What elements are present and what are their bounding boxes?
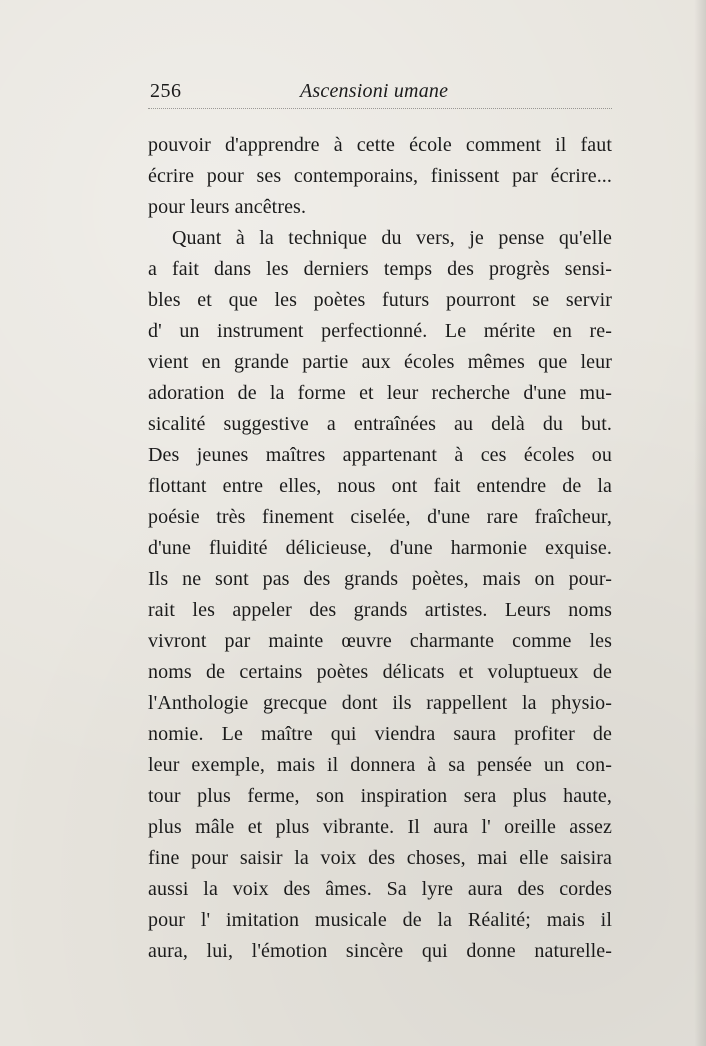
text-line: fine pour saisir la voix des choses, mai elle saisira xyxy=(148,847,612,869)
text-line: nomie. Le maître qui viendra saura profiter de xyxy=(148,723,612,745)
header-rule xyxy=(148,108,612,109)
text-line: vient en grande partie aux écoles mêmes que leur xyxy=(148,351,612,373)
page-edge-shadow xyxy=(694,0,706,1046)
text-line: aussi la voix des âmes. Sa lyre aura des cordes xyxy=(148,878,612,900)
text-line: a fait dans les derniers temps des progrès sensi- xyxy=(148,258,612,280)
text-line: Des jeunes maîtres appartenant à ces écoles ou xyxy=(148,444,612,466)
text-line: flottant entre elles, nous ont fait entendre de la xyxy=(148,475,612,497)
text-line: d' un instrument perfectionné. Le mérite en re- xyxy=(148,320,612,342)
text-line: l'Anthologie grecque dont ils rappellent la physio- xyxy=(148,692,612,714)
text-line: bles et que les poètes futurs pourront se servir xyxy=(148,289,612,311)
text-line: poésie très finement ciselée, d'une rare fraîcheur, xyxy=(148,506,612,528)
running-title: Ascensioni umane xyxy=(300,80,449,102)
text-line: leur exemple, mais il donnera à sa pensée un con- xyxy=(148,754,612,776)
page-header xyxy=(148,80,612,112)
text-line: d'une fluidité délicieuse, d'une harmonie exquise. xyxy=(148,537,612,559)
text-line: pouvoir d'apprendre à cette école comment il faut xyxy=(148,134,612,156)
text-line: pour l' imitation musicale de la Réalité; mais il xyxy=(148,909,612,931)
text-line: tour plus ferme, son inspiration sera plus haute, xyxy=(148,785,612,807)
text-line: plus mâle et plus vibrante. Il aura l' oreille assez xyxy=(148,816,612,838)
text-line: vivront par mainte œuvre charmante comme les xyxy=(148,630,612,652)
text-line: sicalité suggestive a entraînées au delà du but. xyxy=(148,413,612,435)
text-line: pour leurs ancêtres. xyxy=(148,196,307,218)
text-line: noms de certains poètes délicats et voluptueux de xyxy=(148,661,612,683)
text-line: rait les appeler des grands artistes. Leurs noms xyxy=(148,599,612,621)
text-line: Quant à la technique du vers, je pense qu'elle xyxy=(172,227,612,249)
page-number: 256 xyxy=(150,80,182,102)
text-line: écrire pour ses contemporains, finissent par écrire... xyxy=(148,165,612,187)
text-line: aura, lui, l'émotion sincère qui donne naturelle- xyxy=(148,940,612,962)
text-line: Ils ne sont pas des grands poètes, mais on pour- xyxy=(148,568,612,590)
text-line: adoration de la forme et leur recherche d'une mu- xyxy=(148,382,612,404)
body-text xyxy=(148,130,612,962)
